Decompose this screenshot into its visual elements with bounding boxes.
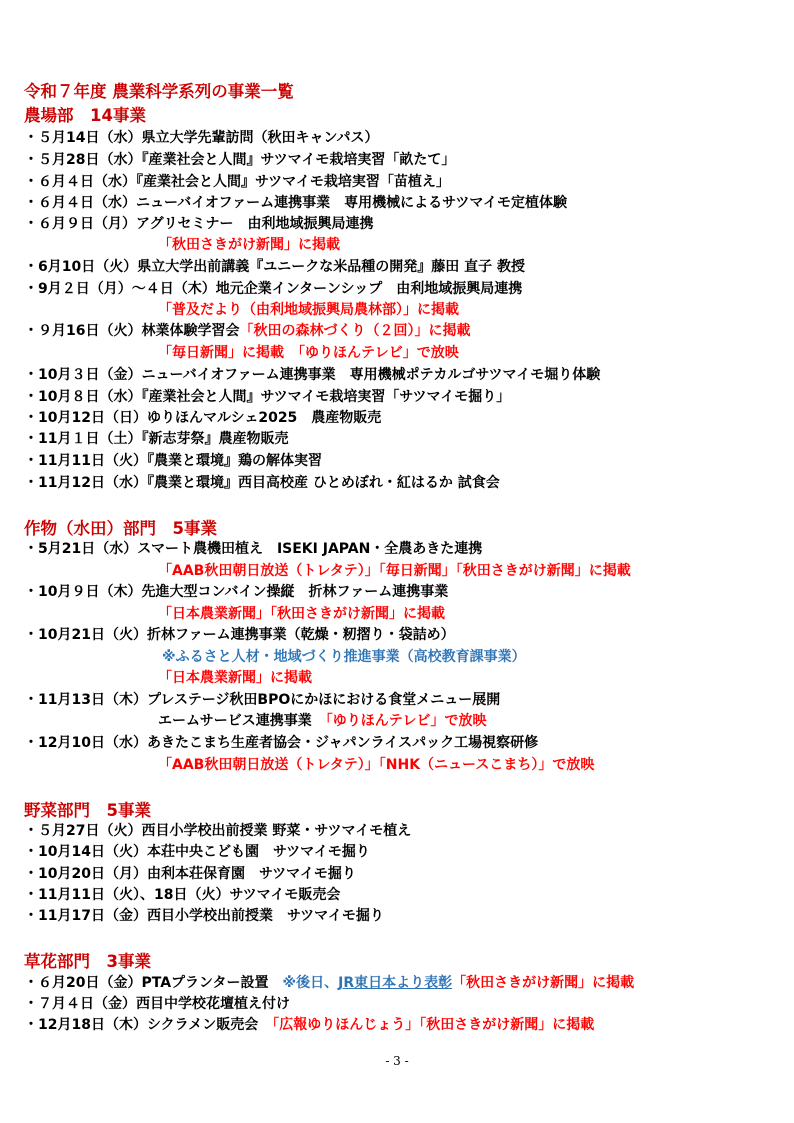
list-item: ・5月21日（水）スマート農機田植え ISEKI JAPAN・全農あきた連携 [24, 541, 483, 557]
page-title: 令和７年度 農業科学系列の事業一覧 [24, 82, 294, 101]
list-item: ・10月９日（木）先進大型コンバイン操縦 折林ファーム連携事業 [24, 584, 449, 600]
list-item: ・11月11日（火）『農業と環境』鶏の解体実習 [24, 453, 322, 469]
list-item: ・9月２日（月）～４日（木）地元企業インターンシップ 由利地域振興局連携 [24, 281, 523, 297]
list-item: ・10月14日（火）本荘中央こども園 サツマイモ掘り [24, 844, 370, 860]
list-item: ・５月14日（水）県立大学先輩訪問（秋田キャンパス） [24, 130, 379, 146]
list-item: ・11月17日（金）西目小学校出前授業 サツマイモ掘り [24, 908, 384, 924]
list-item-continuation [158, 712, 486, 730]
list-item: ・６月９日（月）アグリセミナー 由利地域振興局連携 [24, 216, 374, 232]
list-item [24, 1016, 594, 1034]
page-number: - 3 - [385, 1054, 409, 1068]
media-note: 「秋田さきがけ新聞」に掲載 [158, 237, 340, 253]
list-item [24, 322, 470, 340]
media-note: 「秋田さきがけ新聞」に掲載 [452, 975, 635, 991]
list-item-text: エームサービス連携事業 [158, 713, 326, 729]
program-note: ※後日、 [282, 975, 339, 991]
list-item: ・11月12日（水）『農業と環境』西目高校産 ひとめぼれ・紅はるか 試食会 [24, 475, 500, 491]
media-note: 「AAB秋田朝日放送（トレタテ）」「NHK（ニュースこまち）」で放映 [158, 757, 595, 773]
media-note: 「普及だより（由利地域振興局農林部）」に掲載 [158, 302, 459, 318]
list-item: ・７月４日（金）西目中学校花壇植え付け [24, 996, 290, 1012]
section-heading-flowers: 草花部門 3事業 [24, 952, 151, 971]
list-item [24, 974, 634, 992]
media-note: 「秋田の森林づくり（２回）」に掲載 [239, 323, 471, 339]
section-heading-vegetables: 野菜部門 5事業 [24, 801, 151, 820]
list-item: ・10月21日（火）折林ファーム連携事業（乾燥・籾摺り・袋詰め） [24, 627, 455, 643]
media-note: 「広報ゆりほんじょう」「秋田さきがけ新聞」に掲載 [272, 1017, 595, 1033]
list-item: ・10月12日（日）ゆりほんマルシェ2025 農産物販売 [24, 410, 382, 426]
section-heading-farm: 農場部 14事業 [24, 106, 146, 125]
list-item: ・６月４日（水）『産業社会と人間』サツマイモ栽培実習「苗植え」 [24, 174, 450, 190]
list-item: ・10月８日（水）『産業社会と人間』サツマイモ栽培実習「サツマイモ掘り」 [24, 389, 511, 405]
award-link[interactable]: JR東日本より表彰 [338, 975, 453, 991]
list-item: ・12月10日（水）あきたこまち生産者協会・ジャパンライスパック工場視察研修 [24, 735, 539, 751]
list-item: ・11月11日（火）、18日（火）サツマイモ販売会 [24, 887, 341, 903]
list-item: ・６月４日（水）ニューバイオファーム連携事業 専用機械によるサツマイモ定植体験 [24, 195, 568, 211]
media-note: 「毎日新聞」に掲載 「ゆりほんテレビ」で放映 [158, 345, 459, 361]
list-item: ・10月20日（月）由利本荘保育園 サツマイモ掘り [24, 866, 356, 882]
list-item-text: ・６月20日（金）PTAプランター設置 [24, 975, 283, 991]
media-note: 「日本農業新聞」に掲載 [158, 670, 312, 686]
list-item: ・５月27日（火）西目小学校出前授業 野菜・サツマイモ植え [24, 823, 412, 839]
media-note: 「ゆりほんテレビ」で放映 [325, 713, 487, 729]
section-heading-rice: 作物（水田）部門 5事業 [24, 519, 217, 538]
list-item-text: ・９月16日（火）林業体験学習会 [24, 323, 240, 339]
list-item: ・11月１日（土）『新志芽祭』農産物販売 [24, 431, 289, 447]
media-note: 「AAB秋田朝日放送（トレタテ）」「毎日新聞」「秋田さきがけ新聞」に掲載 [158, 563, 631, 579]
media-note: 「日本農業新聞」「秋田さきがけ新聞」に掲載 [158, 606, 445, 622]
list-item-text: ・12月18日（木）シクラメン販売会 [24, 1017, 273, 1033]
list-item: ・11月13日（木）プレステージ秋田BPOにかほにおける食堂メニュー展開 [24, 692, 501, 708]
list-item: ・6月10日（火）県立大学出前講義『ユニークな米品種の開発』藤田 直子 教授 [24, 259, 525, 275]
list-item: ・５月28日（水）『産業社会と人間』サツマイモ栽培実習「畝たて」 [24, 152, 456, 168]
program-note: ※ふるさと人材・地域づくり推進事業（高校教育課事業） [162, 649, 526, 665]
list-item: ・10月３日（金）ニューバイオファーム連携事業 専用機械ポテカルゴサツマイモ堀り体験 [24, 367, 601, 383]
